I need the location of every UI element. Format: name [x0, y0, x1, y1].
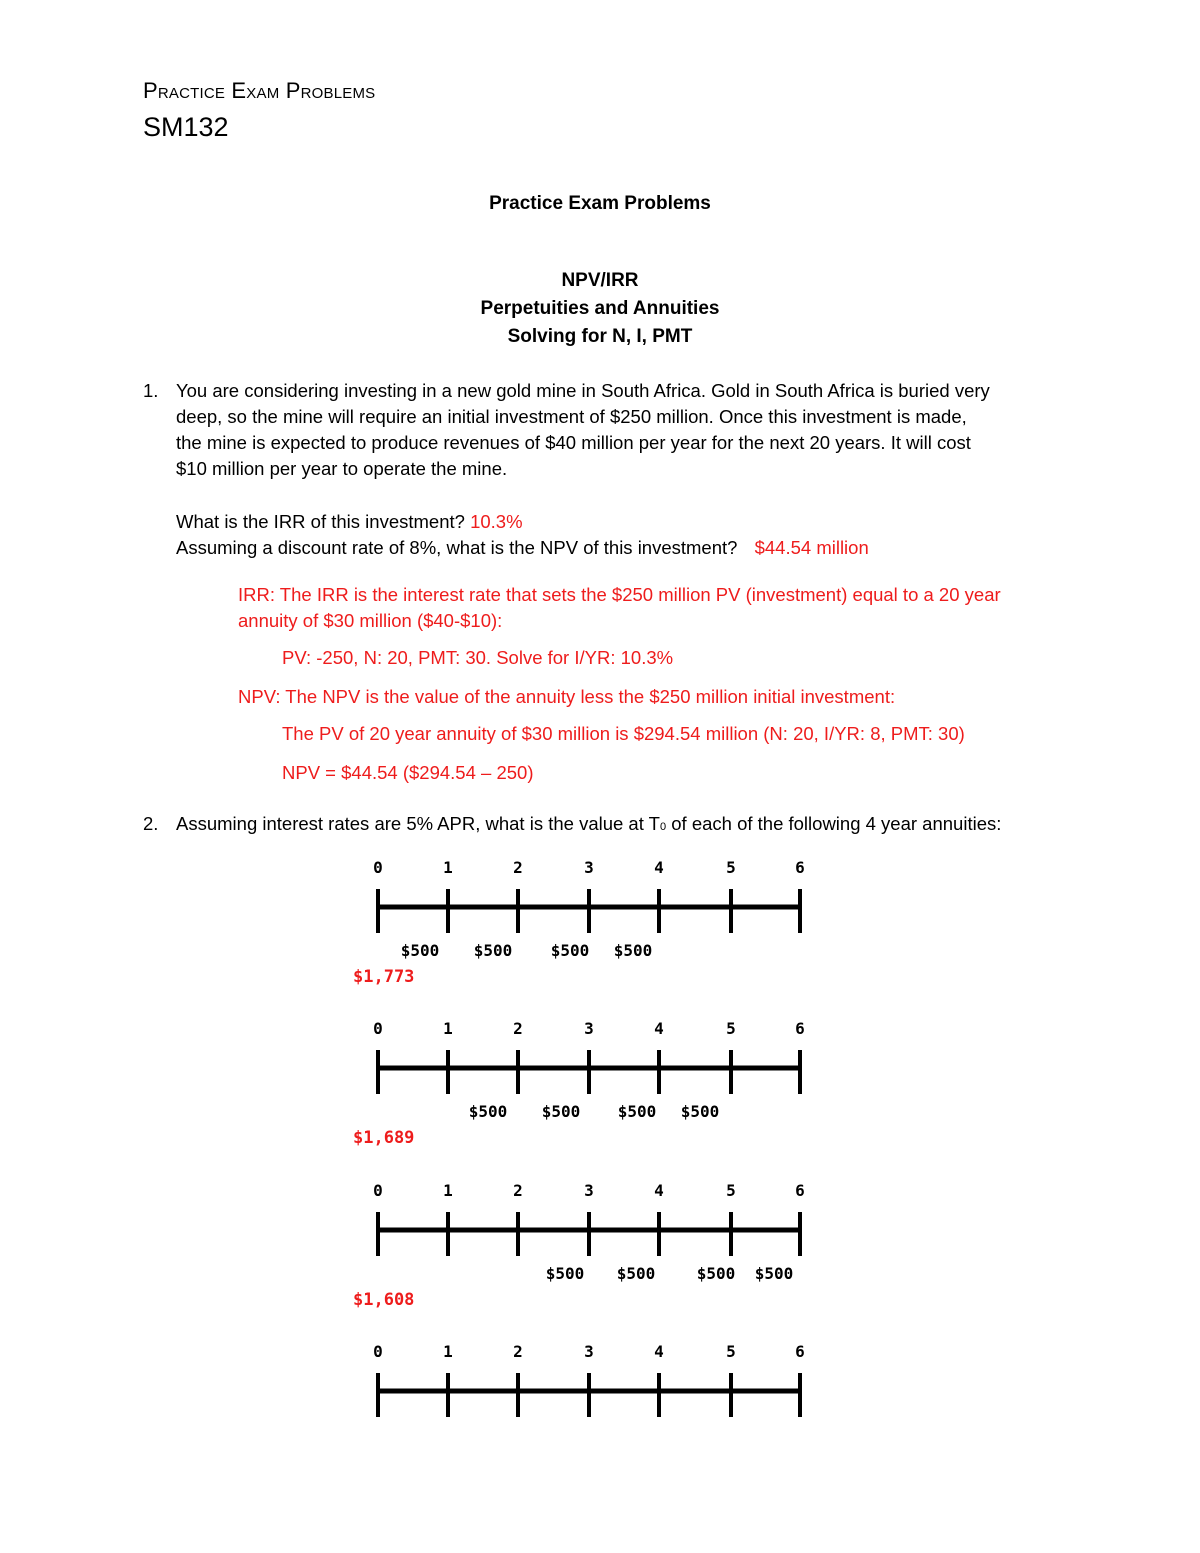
q1-npv-calculation-2: NPV = $44.54 ($294.54 – 250) — [282, 762, 534, 783]
timeline-period-label: 2 — [513, 858, 523, 877]
timeline-svg — [330, 1339, 850, 1489]
timeline-payment: $500 — [541, 1102, 581, 1121]
timeline-payment: $500 — [616, 1264, 656, 1283]
q1-irr-explanation-1: IRR: The IRR is the interest rate that sets the $250 million PV (investment) equal to a 20 year — [238, 584, 1001, 605]
timeline-period-label: 5 — [726, 1342, 736, 1361]
timeline-period-label: 5 — [726, 1181, 736, 1200]
timeline-period-label: 5 — [726, 1019, 736, 1038]
q1-npv-answer: $44.54 million — [754, 537, 869, 558]
timeline-period-label: 0 — [373, 1019, 383, 1038]
running-header-course: SM132 — [143, 112, 229, 142]
timeline-period-label: 6 — [795, 1181, 805, 1200]
q2-prompt-subscript: 0 — [659, 821, 667, 833]
timeline-period-label: 5 — [726, 858, 736, 877]
topic-npv-irr: NPV/IRR — [561, 270, 639, 291]
timeline-3 — [330, 1178, 850, 1348]
timeline-period-label: 1 — [443, 1019, 453, 1038]
q1-npv-ask: Assuming a discount rate of 8%, what is the NPV of this investment? — [176, 537, 738, 558]
timeline-period-label: 6 — [795, 1019, 805, 1038]
timeline-present-value: $1,773 — [353, 967, 415, 987]
timeline-period-label: 3 — [584, 1342, 594, 1361]
timeline-svg — [330, 855, 850, 1005]
running-header-title — [143, 78, 375, 104]
q1-line-1: You are considering investing in a new gold mine in South Africa. Gold in South Africa is buried very — [176, 380, 990, 401]
timeline-svg — [330, 1016, 850, 1166]
timeline-period-label: 4 — [654, 1019, 664, 1038]
q2-prompt-before: Assuming interest rates are 5% APR, what is the value at T — [176, 813, 660, 834]
timeline-period-label: 3 — [584, 1019, 594, 1038]
timeline-period-label: 1 — [443, 1342, 453, 1361]
timeline-period-label: 4 — [654, 1181, 664, 1200]
q1-npv-question — [176, 535, 869, 561]
q1-irr-ask: What is the IRR of this investment? — [176, 511, 465, 532]
timeline-present-value: $1,689 — [353, 1128, 415, 1148]
timeline-4 — [330, 1339, 850, 1509]
timeline-period-label: 0 — [373, 858, 383, 877]
q1-number: 1. — [143, 380, 159, 401]
timeline-period-label: 3 — [584, 1181, 594, 1200]
q1-irr-explanation-2: annuity of $30 million ($40-$10): — [238, 610, 503, 631]
page-title: Practice Exam Problems — [489, 193, 711, 214]
timeline-period-label: 4 — [654, 858, 664, 877]
q2-prompt-after: of each of the following 4 year annuities: — [666, 813, 1002, 834]
timeline-payment: $500 — [617, 1102, 657, 1121]
timeline-1 — [330, 855, 850, 1025]
q1-npv-calculation-1: The PV of 20 year annuity of $30 million is $294.54 million (N: 20, I/YR: 8, PMT: 30) — [282, 723, 965, 744]
timeline-period-label: 1 — [443, 1181, 453, 1200]
q1-irr-question — [176, 509, 523, 535]
timeline-payment: $500 — [550, 941, 590, 960]
q1-line-3: the mine is expected to produce revenues of $40 million per year for the next 20 years. It will cost — [176, 432, 971, 453]
timeline-payment: $500 — [680, 1102, 720, 1121]
timeline-payment: $500 — [473, 941, 513, 960]
timeline-period-label: 0 — [373, 1181, 383, 1200]
timeline-period-label: 1 — [443, 858, 453, 877]
topic-solving: Solving for N, I, PMT — [507, 326, 693, 347]
q1-irr-calculation: PV: -250, N: 20, PMT: 30. Solve for I/YR: 10.3% — [282, 647, 674, 668]
timeline-payment: $500 — [613, 941, 653, 960]
q2-number: 2. — [143, 813, 159, 834]
timeline-payment: $500 — [400, 941, 440, 960]
timeline-period-label: 2 — [513, 1019, 523, 1038]
timeline-period-label: 6 — [795, 858, 805, 877]
q1-line-2: deep, so the mine will require an initial investment of $250 million. Once this investment is made, — [176, 406, 967, 427]
timeline-2 — [330, 1016, 850, 1186]
timeline-period-label: 2 — [513, 1342, 523, 1361]
timeline-svg — [330, 1178, 850, 1328]
timeline-period-label: 0 — [373, 1342, 383, 1361]
topic-perpetuities: Perpetuities and Annuities — [480, 298, 720, 319]
q1-line-4: $10 million per year to operate the mine. — [176, 458, 508, 479]
timeline-period-label: 6 — [795, 1342, 805, 1361]
timeline-period-label: 3 — [584, 858, 594, 877]
timeline-present-value: $1,608 — [353, 1290, 415, 1310]
timeline-payment: $500 — [696, 1264, 736, 1283]
running-header-text: Practice Exam Problems — [143, 78, 376, 103]
timeline-payment: $500 — [468, 1102, 508, 1121]
timeline-period-label: 2 — [513, 1181, 523, 1200]
q1-irr-answer: 10.3% — [470, 511, 523, 532]
q2-prompt — [176, 811, 1001, 840]
timeline-payment: $500 — [754, 1264, 794, 1283]
timeline-payment: $500 — [545, 1264, 585, 1283]
q1-npv-explanation: NPV: The NPV is the value of the annuity less the $250 million initial investment: — [238, 686, 896, 707]
timeline-period-label: 4 — [654, 1342, 664, 1361]
